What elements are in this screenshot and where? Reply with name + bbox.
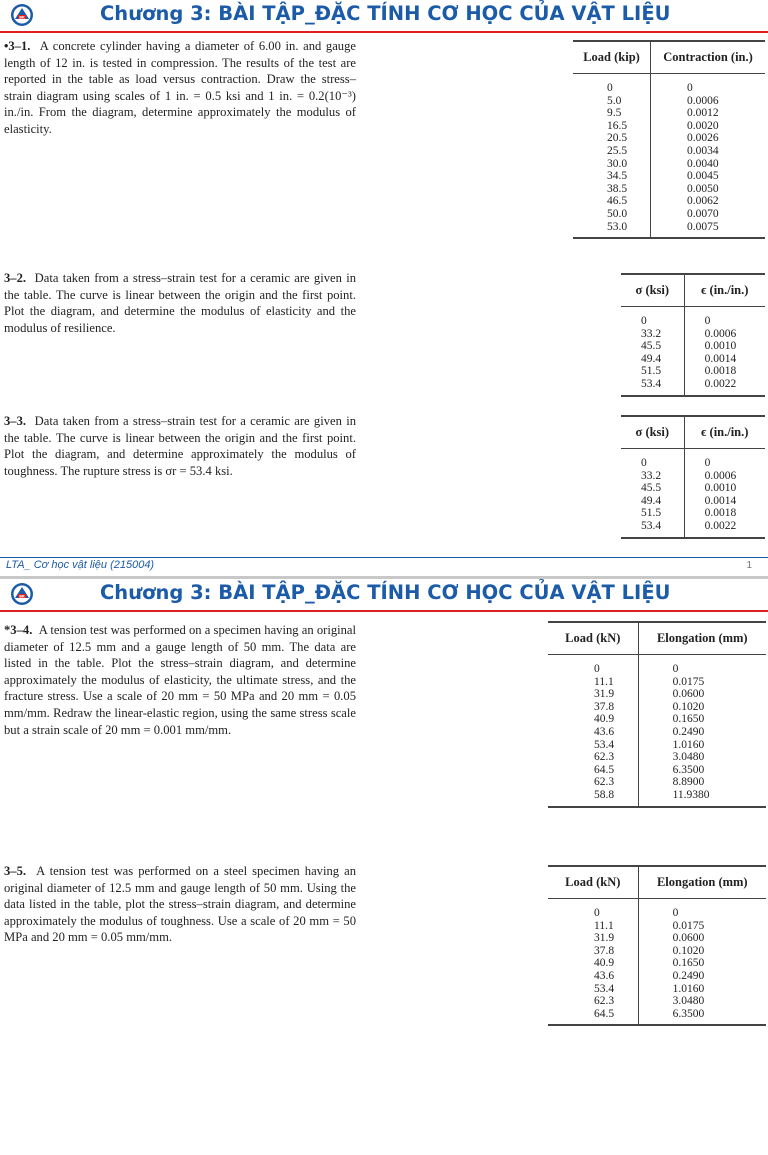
table-column: [548, 655, 638, 807]
table-header: Load (kN): [548, 866, 638, 899]
table-cell: 0.0006: [687, 94, 719, 107]
table-header: ϵ (in./in.): [684, 274, 765, 307]
slide-header: [0, 0, 768, 30]
table-cell: 33.2: [641, 469, 662, 482]
table-cell: 31.9: [594, 932, 615, 945]
table-cell: 64.5: [594, 1007, 615, 1020]
table-cell: 64.5: [594, 763, 615, 776]
table-cell: 31.9: [594, 688, 615, 701]
problem-number: •3–1.: [4, 39, 31, 53]
table-cell: 62.3: [594, 751, 615, 764]
table-cell: 20.5: [607, 132, 628, 145]
data-table-3-4: [548, 621, 766, 808]
table-cell: 46.5: [607, 195, 628, 208]
table-cell: 1.0160: [672, 738, 705, 751]
table-cell: 50.0: [607, 207, 628, 220]
problem-text: Data taken from a stress–strain test for a ceramic are given in the table. The curve is linear between the origin and the first point. Plot the diagram, and determine approximately the modulus of toughness. The rupture stress is σr = 53.4 ksi.: [4, 414, 356, 478]
table-cell: 49.4: [641, 494, 662, 507]
table-cell: 5.0: [607, 94, 622, 107]
table-cell: 0.0075: [687, 220, 719, 233]
table-cell: 0: [704, 457, 711, 469]
problem-number: *3–4.: [4, 623, 33, 637]
problem-number: 3–2.: [4, 271, 27, 285]
table-cell: 0: [687, 82, 693, 94]
table-column: [621, 307, 684, 396]
table-column: [621, 449, 684, 538]
table-header: Load (kip): [573, 41, 651, 74]
table-cell: 0.0175: [672, 919, 705, 932]
table-cell: 11.1: [594, 919, 614, 932]
data-table-3-1: [573, 40, 765, 239]
problem-3-5: [4, 863, 356, 946]
table-cell: 38.5: [607, 182, 628, 195]
table-column: [651, 74, 765, 239]
problem-text: Data taken from a stress–strain test for a ceramic are given in the table. The curve is linear between the origin and the first point. Plot the diagram, and determine the modulus of elasticity and the modulus of resilience.: [4, 271, 356, 335]
table-cell: 0.0014: [704, 494, 737, 507]
table-cell: 62.3: [594, 995, 615, 1008]
table-cell: 53.4: [594, 738, 615, 751]
slide-footer: [0, 557, 768, 576]
table-cell: 0.0012: [687, 107, 719, 120]
table-cell: 0.0040: [687, 157, 719, 170]
table-cell: 37.8: [594, 700, 615, 713]
table-cell: 0.0026: [687, 132, 719, 145]
table-cell: 11.1: [594, 675, 614, 688]
svg-text:BK: BK: [19, 594, 25, 599]
page-number: 1: [746, 560, 752, 571]
table-cell: 0.1020: [672, 700, 705, 713]
table-cell: 0: [704, 315, 711, 327]
table-cell: 49.4: [641, 352, 662, 365]
table-cell: 0.0014: [704, 352, 737, 365]
table-cell: 62.3: [594, 776, 615, 789]
table-cell: 6.3500: [672, 763, 705, 776]
table-cell: 0.0175: [672, 675, 705, 688]
table-header: σ (ksi): [621, 274, 684, 307]
table-cell: 40.9: [594, 713, 615, 726]
problem-number: 3–5.: [4, 864, 27, 878]
table-cell: 0.0022: [704, 519, 737, 532]
problem-3-3: [4, 413, 356, 479]
table-cell: 30.0: [607, 157, 628, 170]
table-cell: 53.4: [594, 982, 615, 995]
table-column: [548, 899, 638, 1026]
table-cell: 0.0006: [704, 327, 737, 340]
table-cell: 0: [594, 907, 600, 919]
table-cell: 0.1020: [672, 944, 705, 957]
table-cell: 1.0160: [672, 982, 705, 995]
table-column: [684, 307, 765, 396]
table-cell: 8.8900: [672, 776, 705, 789]
problem-text: A tension test was performed on a specimen having an original diameter of 12.5 mm and a gauge length of 50 mm. The data are listed in the table. Plot the stress–strain diagram, and determine approximately the modulus of elasticity, the ultimate stress, and the fracture stress. Use a scale of 20 mm = 50 MPa and 20 mm = 0.05 mm/mm. Redraw the linear-elastic region, using the same stress scale but a strain scale of 20 mm = 0.001 mm/mm.: [4, 623, 356, 737]
table-header: Contraction (in.): [651, 41, 765, 74]
table-cell: 0: [641, 315, 647, 327]
problem-3-1: [4, 38, 356, 138]
table-cell: 0.0062: [687, 195, 719, 208]
table-cell: 0: [594, 663, 600, 675]
table-cell: 16.5: [607, 119, 628, 132]
table-cell: 0.0022: [704, 377, 737, 390]
table-header: Elongation (mm): [638, 622, 766, 655]
table-cell: 53.4: [641, 519, 662, 532]
table-cell: 0.0045: [687, 170, 719, 183]
table-column: [573, 74, 651, 239]
table-cell: 37.8: [594, 944, 615, 957]
table-cell: 53.4: [641, 377, 662, 390]
table-cell: 0.0018: [704, 365, 737, 378]
title-divider: [0, 31, 768, 33]
table-cell: 43.6: [594, 969, 615, 982]
data-table-3-2: [621, 273, 765, 397]
table-cell: 25.5: [607, 144, 628, 157]
table-cell: 45.5: [641, 482, 662, 495]
table-cell: 0: [672, 663, 679, 675]
table-column: [638, 655, 766, 807]
table-cell: 0.0018: [704, 507, 737, 520]
table-cell: 3.0480: [672, 995, 705, 1008]
table-cell: 0: [641, 457, 647, 469]
table-cell: 0: [607, 82, 613, 94]
table-cell: 9.5: [607, 107, 622, 120]
table-cell: 45.5: [641, 340, 662, 353]
table-header: Load (kN): [548, 622, 638, 655]
table-cell: 0.0020: [687, 119, 719, 132]
table-cell: 51.5: [641, 507, 662, 520]
data-table-3-5: [548, 865, 766, 1026]
table-cell: 6.3500: [672, 1007, 705, 1020]
title-divider: [0, 610, 768, 612]
data-table-3-3: [621, 415, 765, 539]
table-cell: 3.0480: [672, 751, 705, 764]
svg-text:BK: BK: [19, 15, 25, 20]
page-title: Chương 3: BÀI TẬP_ĐẶC TÍNH CƠ HỌC CỦA VẬT LIỆU: [100, 581, 671, 604]
table-cell: 40.9: [594, 957, 615, 970]
table-cell: 51.5: [641, 365, 662, 378]
table-cell: 0.0006: [704, 469, 737, 482]
table-cell: 0.0600: [672, 932, 705, 945]
table-cell: 58.8: [594, 788, 615, 801]
table-header: Elongation (mm): [638, 866, 766, 899]
table-cell: 0.1650: [672, 713, 705, 726]
problem-number: 3–3.: [4, 414, 27, 428]
problem-3-2: [4, 270, 356, 336]
problem-text: A concrete cylinder having a diameter of 6.00 in. and gauge length of 12 in. is tested in compression. The results of the test are reported in the table as load versus contraction. Draw the stress–strain diagram using scales of 1 in. = 0.5 ksi and 1 in. = 0.2(10⁻³) in./in. From the diagram, determine approximately the modulus of elasticity.: [4, 39, 356, 136]
table-header: ϵ (in./in.): [684, 416, 765, 449]
table-cell: 0.0070: [687, 207, 719, 220]
university-logo-icon: [10, 3, 34, 27]
table-cell: 0.2490: [672, 969, 705, 982]
slide-header: [0, 579, 768, 609]
table-cell: 53.0: [607, 220, 628, 233]
slide-1: [0, 0, 768, 576]
course-label: LTA_ Cơ học vật liệu (215004): [6, 559, 155, 571]
table-cell: 0.1650: [672, 957, 705, 970]
table-cell: 43.6: [594, 725, 615, 738]
table-cell: 0: [672, 907, 679, 919]
problem-text: A tension test was performed on a steel specimen having an original diameter of 12.5 mm and gauge length of 50 mm. Using the data listed in the table, plot the stress–strain diagram, and determine approximately the modulus of toughness. Use a scale of 20 mm = 50 MPa and 20 mm = 0.05 mm/mm.: [4, 864, 356, 945]
table-cell: 0.0010: [704, 340, 737, 353]
table-header: σ (ksi): [621, 416, 684, 449]
problem-3-4: [4, 622, 356, 738]
table-cell: 11.9380: [672, 788, 710, 801]
table-cell: 0.2490: [672, 725, 705, 738]
table-cell: 0.0050: [687, 182, 719, 195]
table-cell: 0.0010: [704, 482, 737, 495]
table-cell: 0.0034: [687, 144, 719, 157]
table-column: [684, 449, 765, 538]
table-cell: 34.5: [607, 170, 628, 183]
university-logo-icon: [10, 582, 34, 606]
page-title: Chương 3: BÀI TẬP_ĐẶC TÍNH CƠ HỌC CỦA VẬT LIỆU: [100, 2, 671, 25]
table-cell: 0.0600: [672, 688, 705, 701]
slide-2: [0, 579, 768, 1155]
table-column: [638, 899, 766, 1026]
table-cell: 33.2: [641, 327, 662, 340]
